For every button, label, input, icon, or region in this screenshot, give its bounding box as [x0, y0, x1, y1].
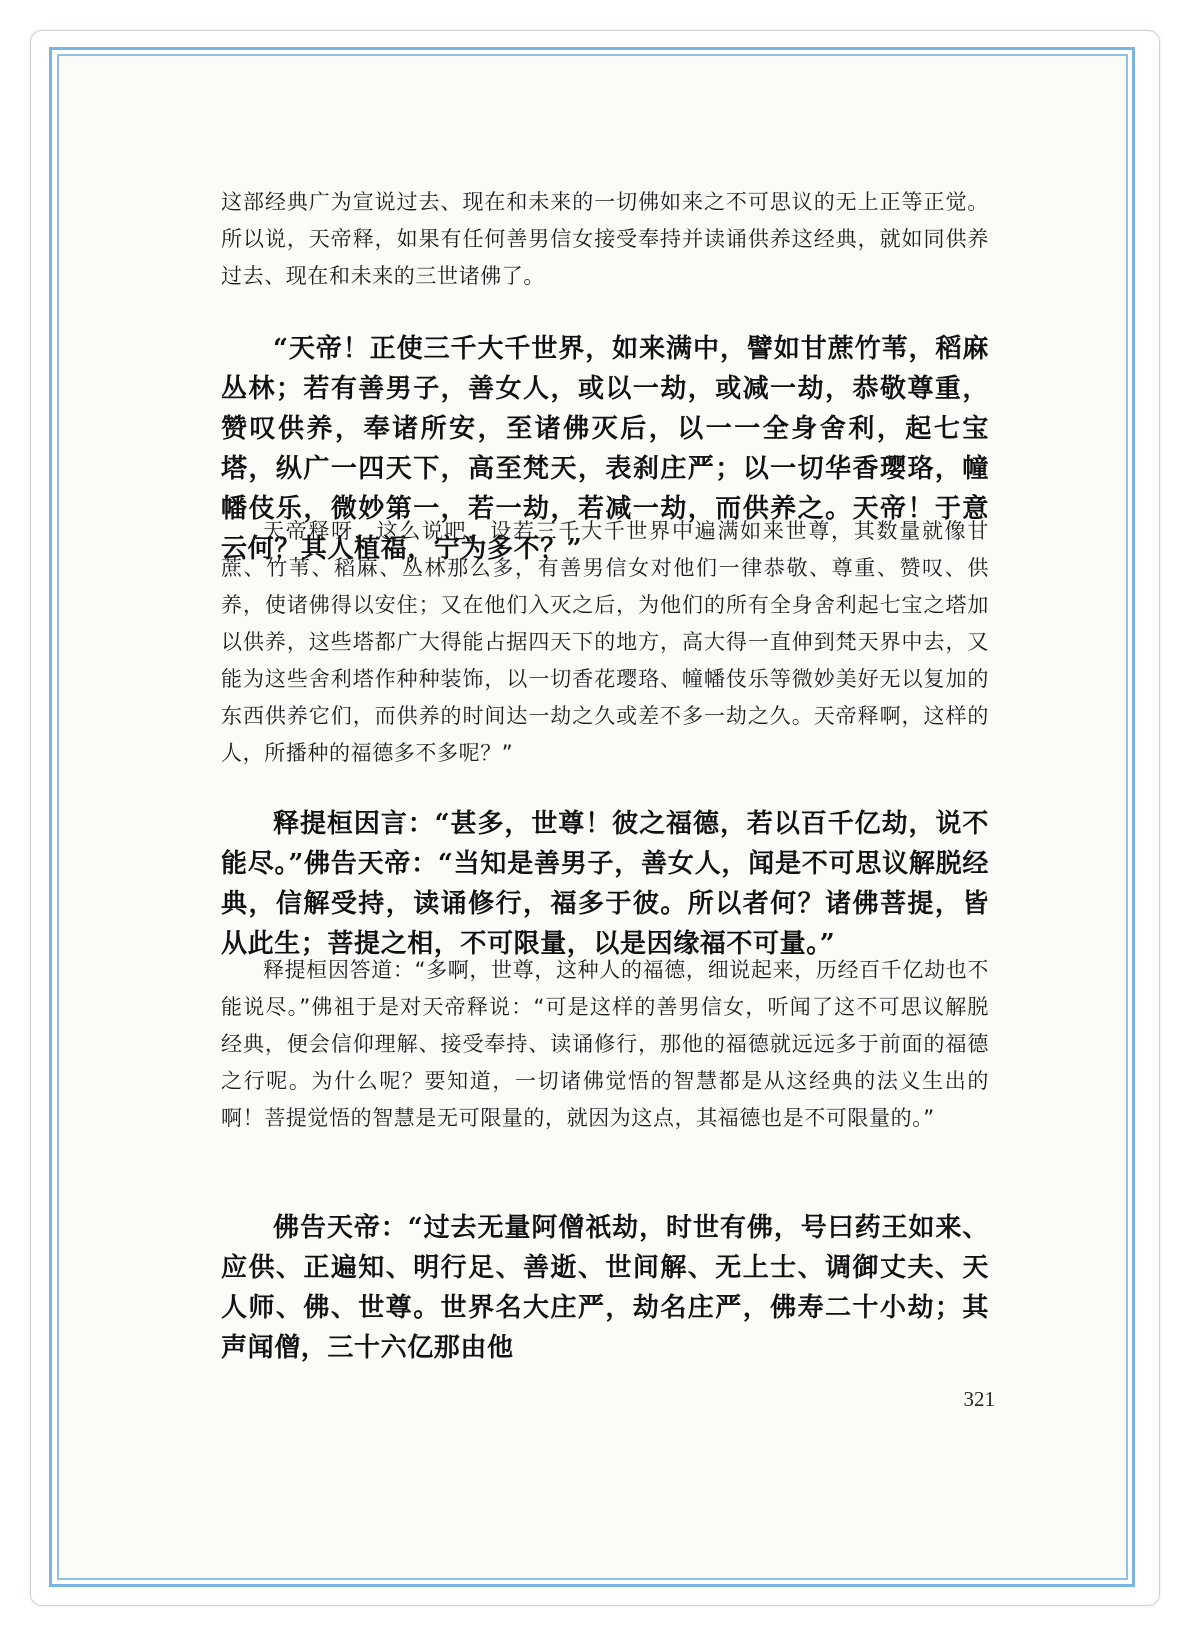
sutra-paragraph-2: 释提桓因言：“甚多，世尊！彼之福德，若以百千亿劫，说不能尽。”佛告天帝：“当知是善男子，善女人，闻是不可思议解脱经典，信解受持，读诵修行，福多于彼。所以者何？诸佛菩提，皆从此生；菩提之相，不可限量，以是因缘福不可量。” [221, 809, 989, 959]
translation-paragraph-3: 释提桓因答道：“多啊，世尊，这种人的福德，细说起来，历经百千亿劫也不能说尽。”佛祖于是对天帝释说：“可是这样的善男信女，听闻了这不可思议解脱经典，便会信仰理解、接受奉持、读诵修行，那他的福德就远远多于前面的福德之行呢。为什么呢？要知道，一切诸佛觉悟的智慧都是从这经典的法义生出的啊！菩提觉悟的智慧是无可限量的，就因为这点，其福德也是不可限量的。” [221, 958, 989, 1130]
translation-paragraph-2: 天帝释呀，这么说吧，设若三千大千世界中遍满如来世尊，其数量就像甘蔗、竹苇、稻麻、丛林那么多，有善男信女对他们一律恭敬、尊重、赞叹、供养，使诸佛得以安住；又在他们入灭之后，为他们的所有全身舍利起七宝之塔加以供养，这些塔都广大得能占据四天下的地方，高大得一直伸到梵天界中去，又能为这些舍利塔作种种装饰，以一切香花璎珞、幢幡伎乐等微妙美好无以复加的东西供养它们，而供养的时间达一劫之久或差不多一劫之久。天帝释啊，这样的人，所播种的福德多不多呢？” [221, 519, 989, 765]
translation-paragraph-1: 这部经典广为宣说过去、现在和未来的一切佛如来之不可思议的无上正等正觉。所以说，天帝释，如果有任何善男信女接受奉持并读诵供养这经典，就如同供养过去、现在和未来的三世诸佛了。 [221, 190, 989, 288]
page-number: 321 [963, 1387, 995, 1411]
sutra-paragraph-3: 佛告天帝：“过去无量阿僧祇劫，时世有佛，号曰药王如来、应供、正遍知、明行足、善逝、世间解、无上士、调御丈夫、天人师、佛、世尊。世界名大庄严，劫名庄严，佛寿二十小劫；其声闻僧，三十六亿那由他 [221, 1213, 989, 1363]
sutra-paragraph-1: “天帝！正使三千大千世界，如来满中，譬如甘蔗竹苇，稻麻丛林；若有善男子，善女人，或以一劫，或减一劫，恭敬尊重，赞叹供养，奉诸所安，至诸佛灭后，以一一全身舍利，起七宝塔，纵广一四天下，高至梵天，表刹庄严；以一切华香璎珞，幢幡伎乐，微妙第一，若一劫，若减一劫，而供养之。天帝！于意云何？其人植福，宁为多不？” [221, 334, 989, 564]
